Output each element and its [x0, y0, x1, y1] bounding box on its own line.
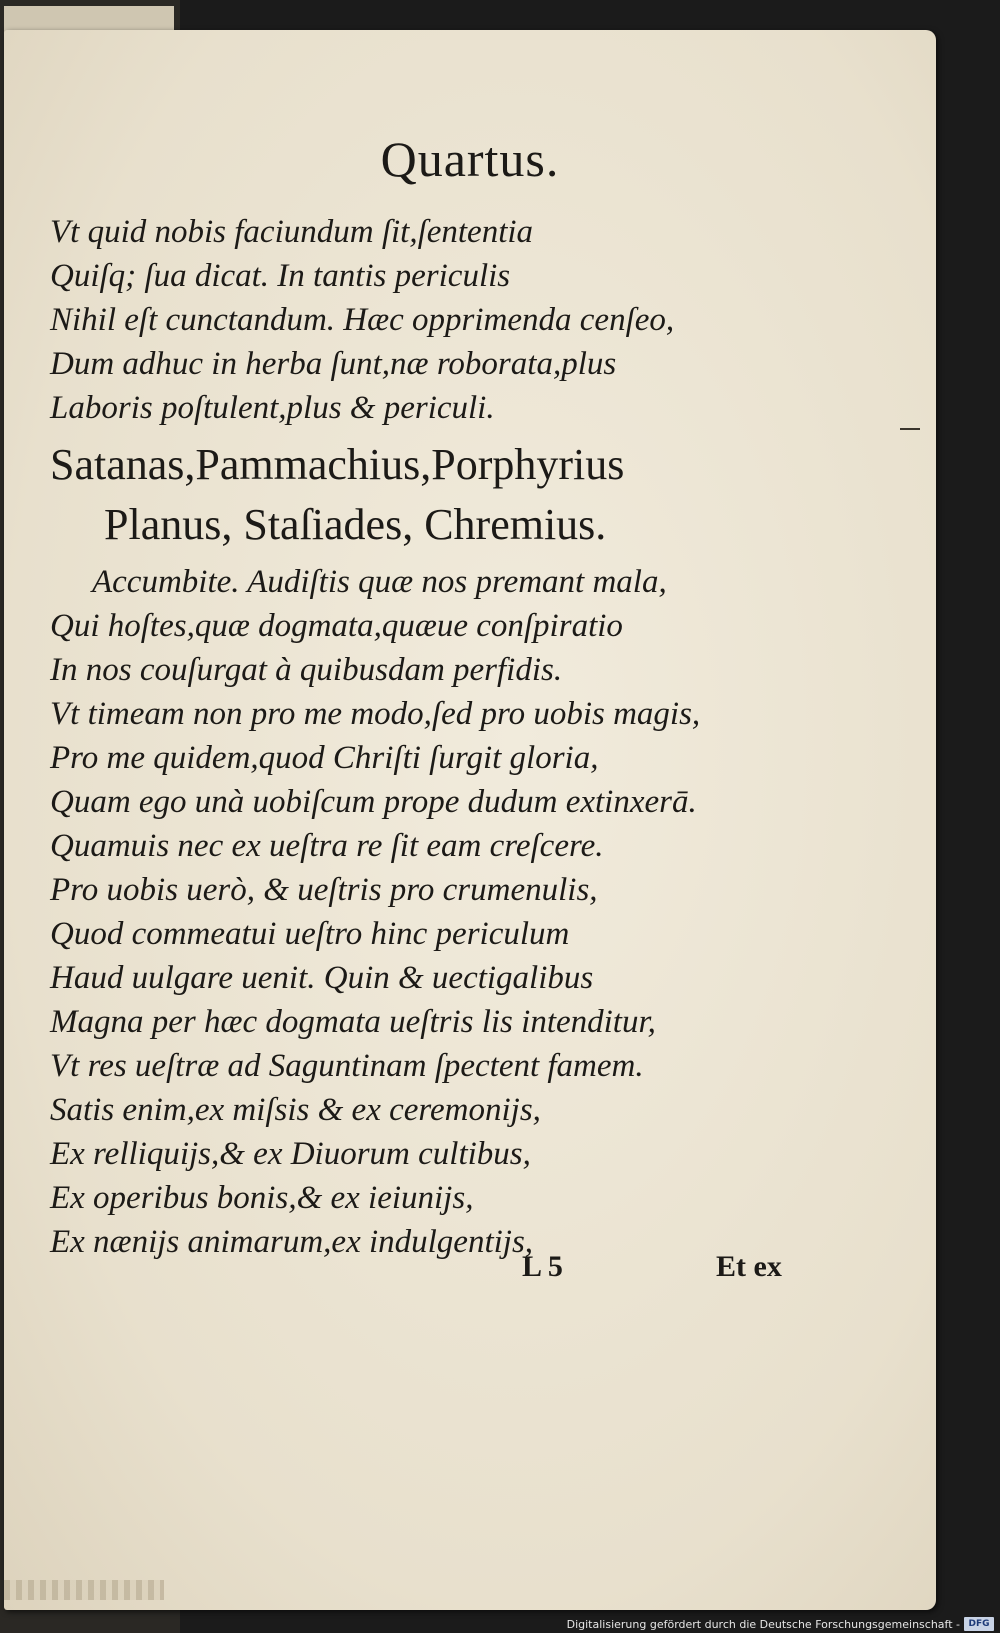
text-block	[50, 210, 850, 1264]
verse-line: Vt timeam non pro me modo,ſed pro uobis magis,	[50, 696, 701, 732]
verse-line: Quam ego unà uobiſcum prope dudum extinxerā.	[50, 784, 697, 820]
verse-line: Vt res ueſtræ ad Saguntinam ſpectent famem.	[50, 1048, 644, 1084]
digitization-credit: Digitalisierung gefördert durch die Deutsche Forschungsgemeinschaft -	[566, 1618, 960, 1631]
verse-line: Vt quid nobis faciundum ſit,ſententia	[50, 214, 534, 250]
verse-line: Quiſq; ſua dicat. In tantis periculis	[50, 258, 511, 294]
book-page	[4, 30, 936, 1610]
verse-line: Ex nænijs animarum,ex indulgentijs,	[50, 1224, 534, 1260]
verse-line: Haud uulgare uenit. Quin & uectigalibus	[50, 960, 594, 996]
catchword: Et ex	[716, 1250, 782, 1283]
verse-line: In nos couſurgat à quibusdam perfidis.	[50, 652, 563, 688]
verse-line: Qui hoſtes,quæ dogmata,quæue conſpiratio	[50, 608, 623, 644]
verse-line: Accumbite. Audiſtis quæ nos premant mala,	[92, 564, 667, 600]
verse-line: Magna per hæc dogmata ueſtris lis intenditur,	[50, 1004, 656, 1040]
page-edge-bottom	[4, 1580, 164, 1600]
verse-line: Ex operibus bonis,& ex ieiunijs,	[50, 1180, 474, 1216]
verse-line: Pro me quidem,quod Chriſti ſurgit gloria,	[50, 740, 599, 776]
dfg-logo: DFG	[964, 1617, 994, 1631]
verse-line: Dum adhuc in herba ſunt,næ roborata,plus	[50, 346, 617, 382]
verse-line: Ex relliquijs,& ex Diuorum cultibus,	[50, 1136, 531, 1172]
verse-line: Pro uobis uerò, & ueſtris pro crumenulis,	[50, 872, 598, 908]
margin-mark	[900, 428, 920, 430]
speaker-heading: Satanas,Pammachius,Porphyrius	[50, 440, 625, 489]
speaker-heading: Planus, Staſiades, Chremius.	[104, 500, 607, 549]
signature-mark: L 5	[522, 1250, 563, 1283]
verse-line: Satis enim,ex miſsis & ex ceremonijs,	[50, 1092, 541, 1128]
verse-line: Nihil eſt cunctandum. Hæc opprimenda cenſeo,	[50, 302, 675, 338]
verse-line: Quod commeatui ueſtro hinc periculum	[50, 916, 570, 952]
verse-line: Quamuis nec ex ueſtra re ſit eam creſcere.	[50, 828, 604, 864]
verse-line: Laboris poſtulent,plus & periculi.	[50, 390, 495, 426]
running-head: Quartus.	[380, 131, 560, 187]
